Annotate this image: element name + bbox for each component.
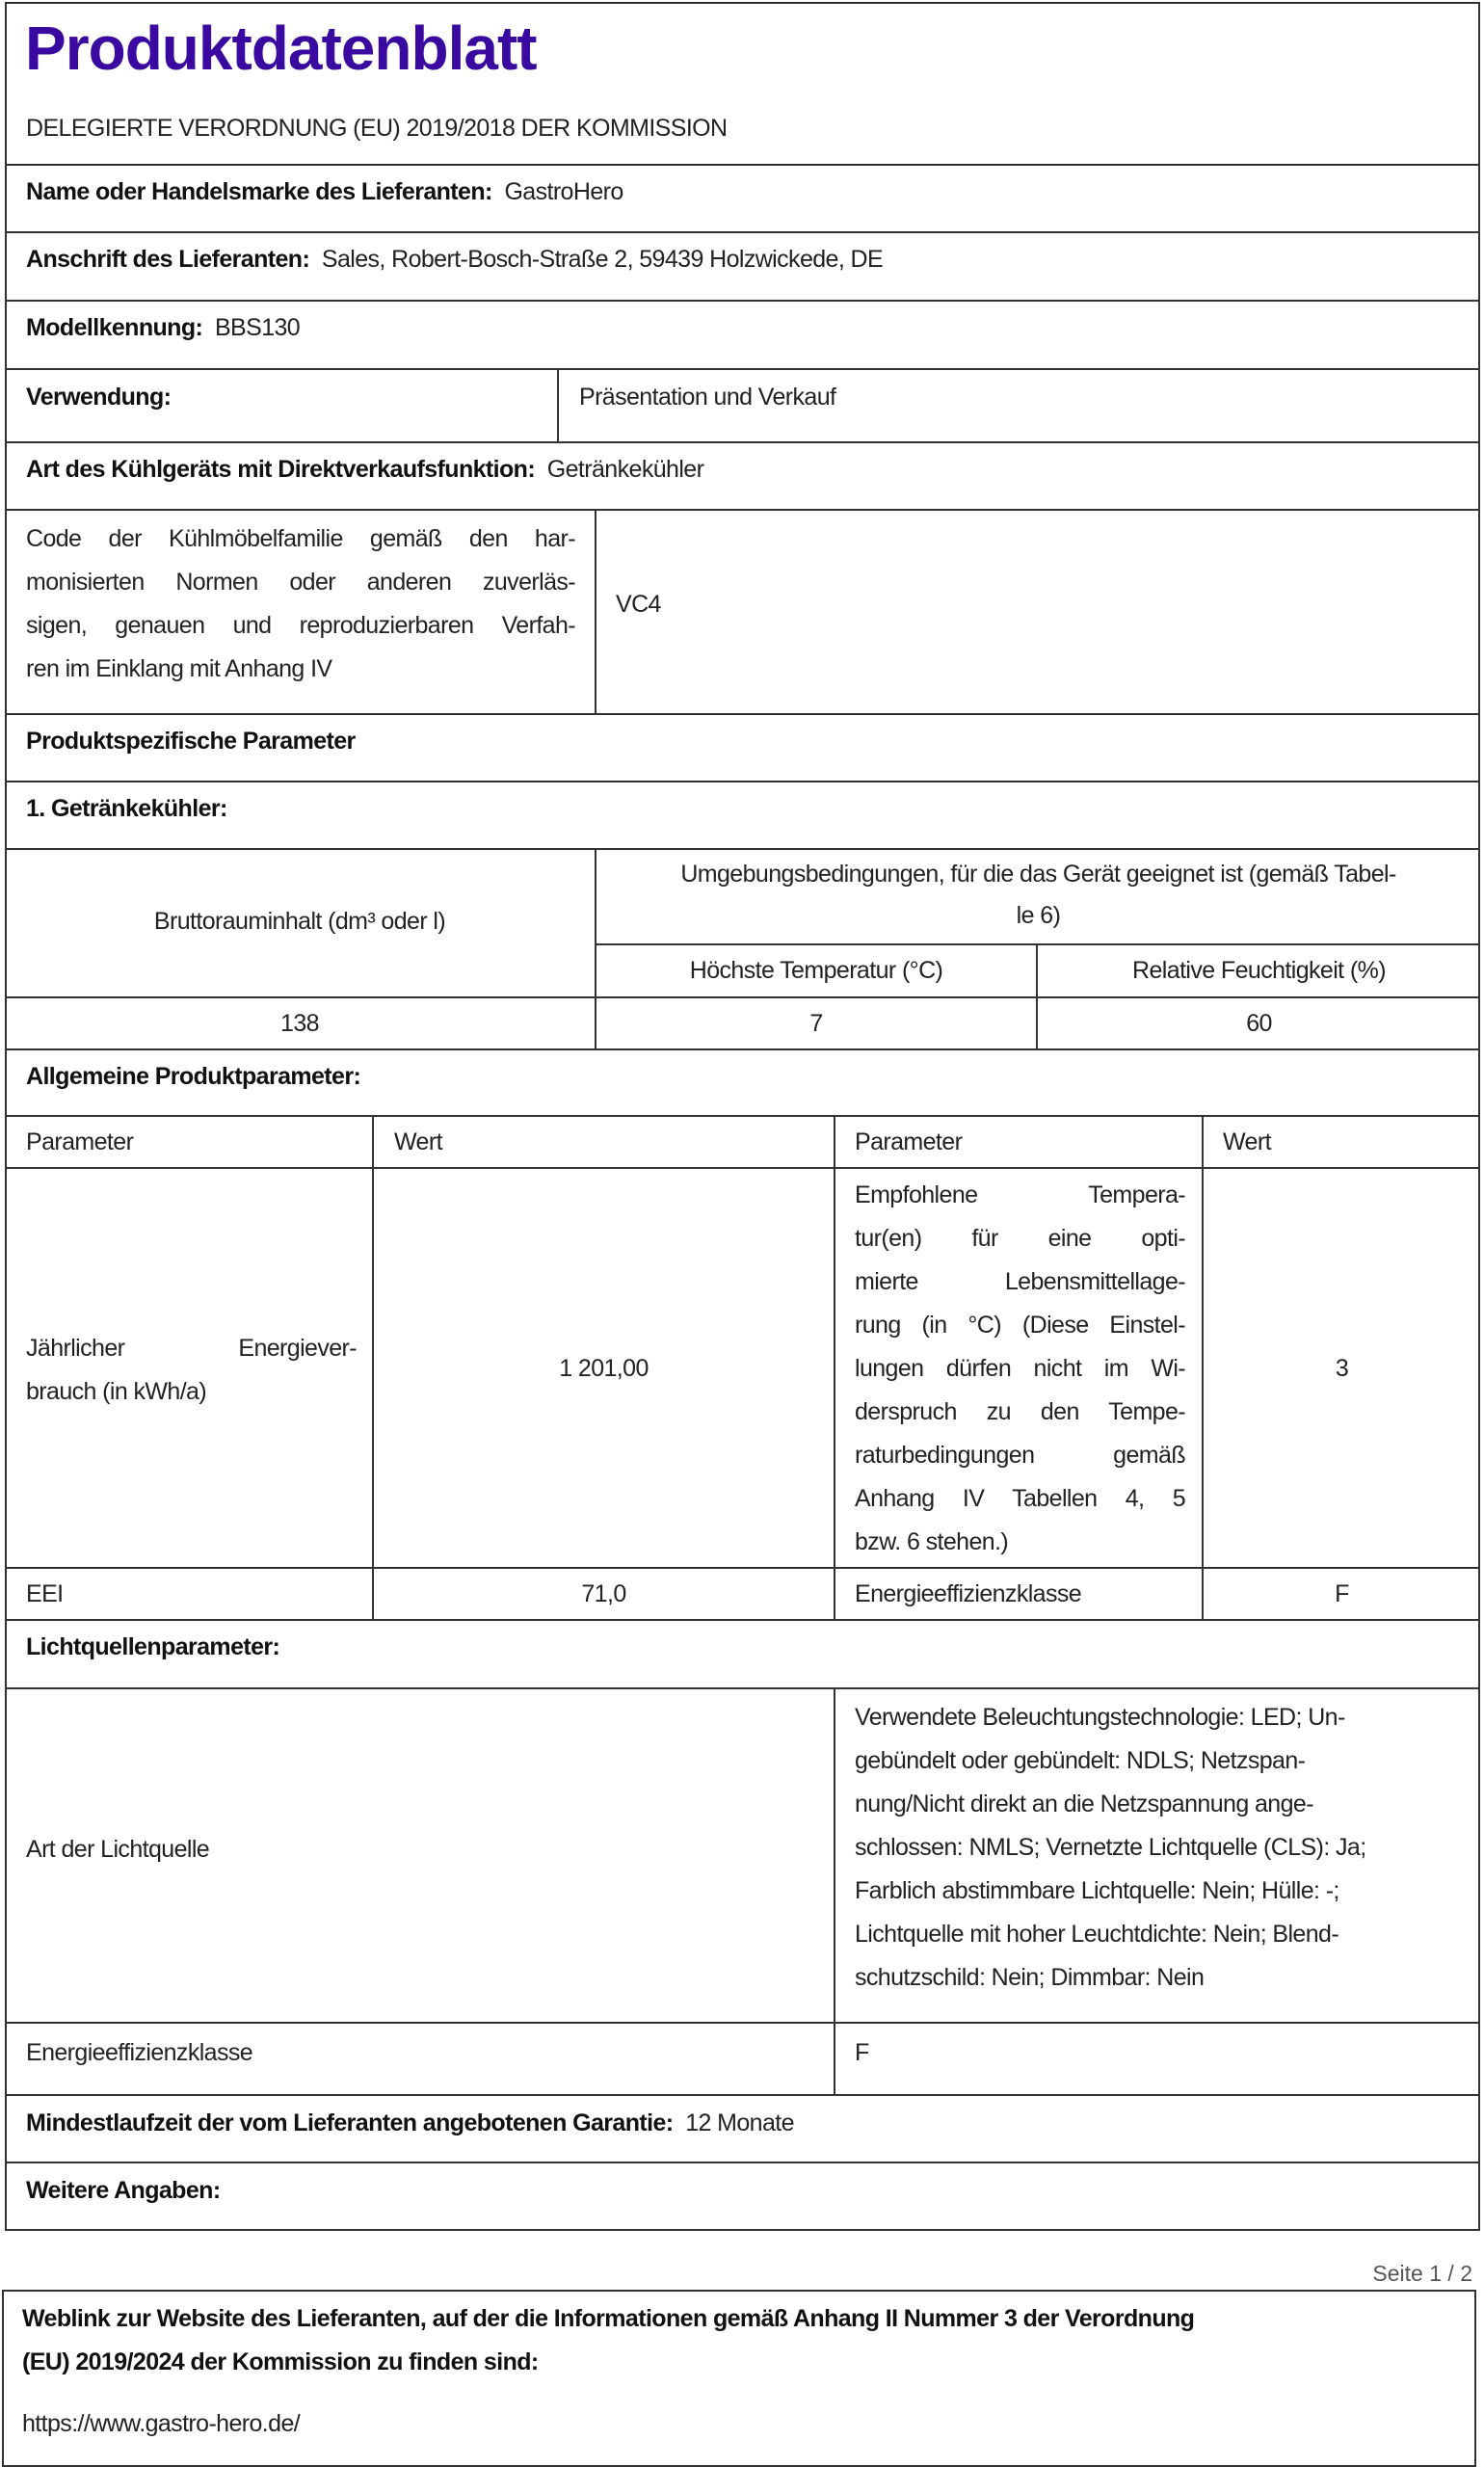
col-divider <box>595 509 596 713</box>
ambient-conditions-header <box>596 853 1480 938</box>
warranty-row <box>26 2109 794 2137</box>
supplier-name-label: Name oder Handelsmarke des Lieferanten: <box>26 178 492 205</box>
warranty-value: 12 Monate <box>685 2109 794 2136</box>
col-divider <box>834 1115 835 1619</box>
device-type-value: Getränkekühler <box>546 456 704 483</box>
humidity-value: 60 <box>1246 1010 1272 1037</box>
volume-value: 138 <box>280 1010 319 1037</box>
recommended-temp-value: 3 <box>1335 1355 1349 1382</box>
row-divider <box>5 848 1480 850</box>
ambient-header-line: Umgebungsbedingungen, für die das Gerät geeignet ist (gemäß Tabel- <box>680 861 1396 888</box>
recommended-temp-line: mierte Lebensmittellage- <box>855 1268 1185 1295</box>
recommended-temp-line: rung (in °C) (Diese Einstel- <box>855 1312 1185 1339</box>
supplier-address-value: Sales, Robert-Bosch-Straße 2, 59439 Holzwickede, DE <box>321 246 884 273</box>
row-divider <box>5 164 1480 166</box>
recommended-temp-line: derspruch zu den Tempe- <box>855 1398 1185 1425</box>
device-type-row <box>26 455 703 484</box>
annual-energy-line: Jährlicher Energiever- <box>26 1335 357 1362</box>
family-code-line: sigen, genauen und reproduzierbaren Verfah- <box>26 612 575 639</box>
model-row <box>26 313 300 342</box>
col-header-parameter: Parameter <box>26 1128 134 1155</box>
row-divider <box>5 2162 1480 2163</box>
ambient-header-line: le 6) <box>1016 902 1061 929</box>
row-divider <box>5 1687 1480 1689</box>
page-indicator: Seite 1 / 2 <box>1372 2261 1472 2286</box>
row-divider <box>5 1048 1480 1050</box>
product-specific-heading: Produktspezifische Parameter <box>26 728 356 755</box>
family-code-line: Code der Kühlmöbelfamilie gemäß den har- <box>26 525 575 552</box>
further-info-label: Weitere Angaben: <box>26 2177 221 2204</box>
light-efficiency-class-label: Energieeffizienzklasse <box>26 2039 253 2066</box>
row-divider <box>5 1167 1480 1169</box>
humidity-header: Relative Feuchtigkeit (%) <box>1132 957 1386 984</box>
recommended-temp-line: bzw. 6 stehen.) <box>855 1528 1009 1555</box>
recommended-temp-line: Anhang IV Tabellen 4, 5 <box>855 1485 1185 1512</box>
annual-energy-value: 1 201,00 <box>559 1355 649 1382</box>
volume-header: Bruttorauminhalt (dm³ oder l) <box>153 908 446 935</box>
eei-label: EEI <box>26 1580 64 1607</box>
recommended-temp-line: Empfohlene Tempera- <box>855 1181 1185 1208</box>
col-header-value: Wert <box>1223 1128 1271 1155</box>
light-params-heading: Lichtquellenparameter: <box>26 1633 280 1660</box>
col-header-value: Wert <box>394 1128 442 1155</box>
regulation-subtitle: DELEGIERTE VERORDNUNG (EU) 2019/2018 DER KOMMISSION <box>26 115 728 142</box>
annual-energy-line: brauch (in kWh/a) <box>26 1378 207 1405</box>
light-type-line: schutzschild: Nein; Dimmbar: Nein <box>855 1964 1205 1991</box>
recommended-temp-line: lungen dürfen nicht im Wi- <box>855 1355 1185 1382</box>
supplier-name-row <box>26 177 623 206</box>
family-code-line: ren im Einklang mit Anhang IV <box>26 655 332 682</box>
row-divider <box>5 231 1480 233</box>
beverage-cooler-heading: 1. Getränkekühler: <box>26 795 227 822</box>
max-temp-value: 7 <box>809 1010 823 1037</box>
weblink-heading-line: Weblink zur Website des Lieferanten, auf der die Informationen gemäß Anhang II Nummer 3 der Verordnung <box>22 2305 1195 2332</box>
light-efficiency-class-value: F <box>855 2039 869 2066</box>
page-title: Produktdatenblatt <box>25 13 537 83</box>
family-code-label <box>26 517 575 691</box>
row-divider <box>5 509 1480 511</box>
light-type-line: gebündelt oder gebündelt: NDLS; Netzspan- <box>855 1747 1306 1774</box>
warranty-label: Mindestlaufzeit der vom Lieferanten angebotenen Garantie: <box>26 2109 674 2136</box>
usage-value: Präsentation und Verkauf <box>579 384 836 411</box>
row-divider <box>5 996 1480 998</box>
light-type-line: Farblich abstimmbare Lichtquelle: Nein; Hülle: -; <box>855 1877 1339 1904</box>
col-header-parameter: Parameter <box>855 1128 963 1155</box>
light-type-line: schlossen: NMLS; Vernetzte Lichtquelle (CLS): Ja; <box>855 1834 1366 1861</box>
weblink-heading <box>22 2297 1194 2384</box>
annual-energy-label <box>26 1327 357 1414</box>
row-divider <box>5 1115 1480 1117</box>
usage-label: Verwendung: <box>26 384 172 411</box>
efficiency-class-label: Energieeffizienzklasse <box>855 1580 1082 1607</box>
supplier-website-link[interactable]: https://www.gastro-hero.de/ <box>22 2410 301 2437</box>
supplier-name-value: GastroHero <box>504 178 623 205</box>
col-divider <box>557 368 559 441</box>
row-divider <box>5 1619 1480 1621</box>
model-label: Modellkennung: <box>26 314 203 341</box>
row-divider <box>5 2094 1480 2096</box>
light-type-line: Verwendete Beleuchtungstechnologie: LED; Un- <box>855 1704 1345 1731</box>
row-divider <box>5 1567 1480 1569</box>
family-code-line: monisierten Normen oder anderen zuverläs- <box>26 569 575 596</box>
recommended-temp-label <box>855 1174 1185 1564</box>
row-divider <box>5 713 1480 715</box>
light-type-line: Lichtquelle mit hoher Leuchtdichte: Nein; Blend- <box>855 1921 1339 1948</box>
device-type-label: Art des Kühlgeräts mit Direktverkaufsfunktion: <box>26 456 536 483</box>
row-divider <box>5 781 1480 783</box>
supplier-address-row <box>26 245 883 274</box>
row-divider <box>5 368 1480 370</box>
recommended-temp-line: raturbedingungen gemäß <box>855 1442 1185 1469</box>
recommended-temp-line: tur(en) für eine opti- <box>855 1225 1185 1252</box>
light-type-value <box>855 1696 1462 2000</box>
max-temp-header: Höchste Temperatur (°C) <box>689 957 943 984</box>
family-code-value: VC4 <box>616 591 661 618</box>
eei-value: 71,0 <box>581 1580 626 1607</box>
col-divider <box>834 1687 835 2094</box>
model-value: BBS130 <box>214 314 301 341</box>
row-divider <box>5 300 1480 302</box>
light-type-line: nung/Nicht direkt an die Netzspannung ange- <box>855 1791 1313 1817</box>
light-type-label: Art der Lichtquelle <box>26 1836 210 1863</box>
row-divider <box>5 2022 1480 2024</box>
row-divider <box>5 441 1480 443</box>
supplier-address-label: Anschrift des Lieferanten: <box>26 246 310 273</box>
efficiency-class-value: F <box>1335 1580 1349 1607</box>
weblink-heading-line: (EU) 2019/2024 der Kommission zu finden sind: <box>22 2348 539 2375</box>
general-params-heading: Allgemeine Produktparameter: <box>26 1063 361 1090</box>
